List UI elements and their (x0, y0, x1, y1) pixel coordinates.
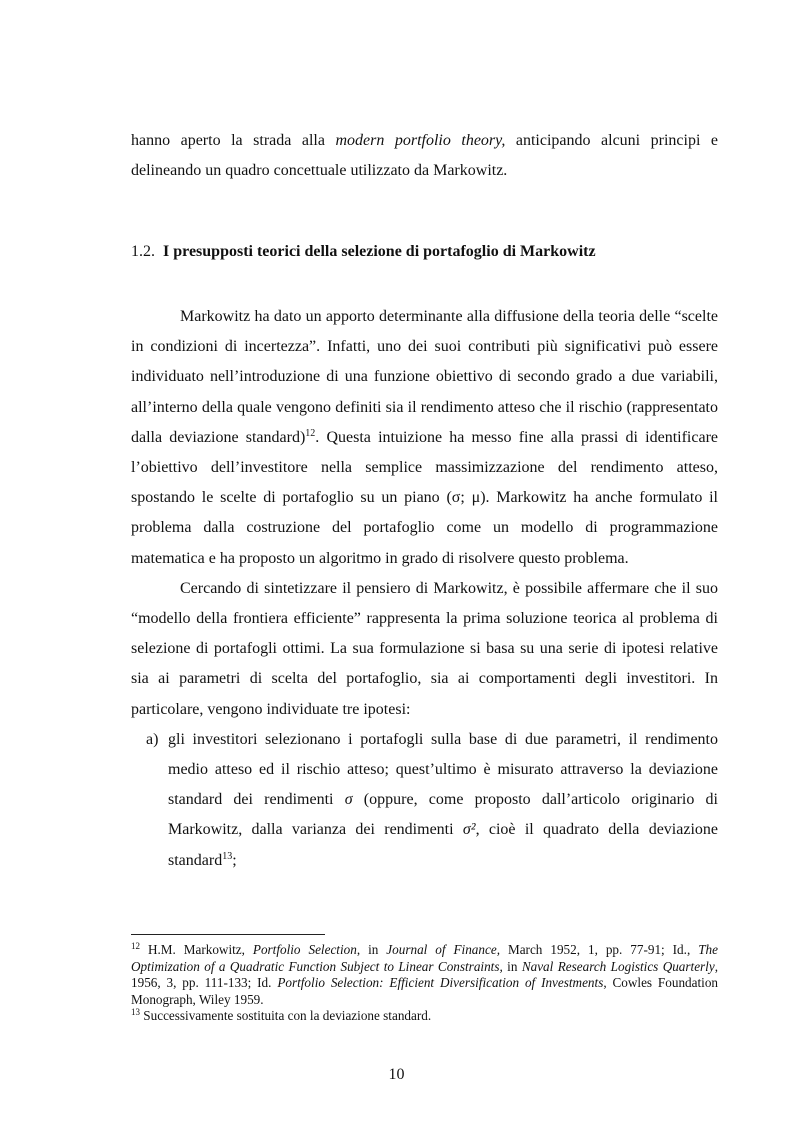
main-body (131, 302, 718, 876)
footnote-ref-13[interactable]: 13 (222, 850, 233, 862)
list-item-a: a) gli investitori selezionano i portafogli sulla base di due parametri, il rendimento medio atteso ed il rischio atteso; quest’ultimo è misurato attraverso la deviazione standard dei rendimenti σ (oppure, come proposto dall’articolo originario di Markowitz, dalla varianza dei rendimenti σ², cioè il quadrato della deviazione standard$^{13}$; (131, 725, 718, 876)
sigma-squared-symbol: σ² (462, 821, 476, 839)
footnotes (131, 942, 718, 1025)
footnote-12: $^{12}$ H.M. Markowitz, Portfolio Selection, in Journal of Finance, March 1952, 1, pp. 77-91; Id., The Optimization of a Quadratic Function Subject to Linear Constraints, in Naval Research Logistics Quarterly, 1956, 3, pp. 111-133; Id. Portfolio Selection: Efficient Diversification of Investments, Cowles Foundation Monograph, Wiley 1959. (131, 941, 719, 1007)
intro-paragraph: hanno aperto la strada alla modern portfolio theory, anticipando alcuni principi e delineando un quadro concettuale utilizzato da Markowitz. (131, 132, 719, 180)
footnote-13: $^{13}$ Successivamente sostituita con la deviazione standard. (131, 1007, 432, 1024)
footnote-ref-12[interactable]: 12 (305, 427, 316, 439)
section-heading (131, 243, 596, 261)
section-number: 1.2. (131, 243, 155, 260)
paragraph-2: Cercando di sintetizzare il pensiero di Markowitz, è possibile affermare che il suo “modello della frontiera efficiente” rappresenta la prima soluzione teorica al problema di selezione di portafogli ottimi. La sua formulazione si basa su una serie di ipotesi relative sia ai parametri di scelta del portafoglio, sia ai comportamenti degli investitori. In particolare, vengono individuate tre ipotesi: (131, 579, 718, 718)
paragraph-1: Markowitz ha dato un apporto determinante alla diffusione della teoria delle “scelte in condizioni di incertezza”. Infatti, uno dei suoi contributi più significativi può essere individuato nell’introduzione di una funzione obiettivo di secondo grado a due variabili, all’interno della quale vengono definiti sia il rendimento atteso che il rischio (rappresentato dalla deviazione standard)$^{12}$. Questa intuizione ha messo fine alla prassi di identificare l’obiettivo dell’investitore nella semplice massimizzazione del rendimento atteso, spostando le scelte di portafoglio su un piano (σ; μ). Markowitz ha anche formulato il problema dalla costruzione del portafoglio come un modello di programmazione matematica e ha proposto un algoritmo in grado di risolvere questo problema. (131, 308, 718, 567)
intro-italic: modern portfolio theory, (335, 132, 506, 149)
list-marker: a) (146, 730, 159, 748)
page-number: 10 (388, 1066, 405, 1083)
section-title: I presupposti teorici della selezione di portafoglio di Markowitz (163, 243, 596, 260)
footnote-divider (131, 934, 325, 935)
sigma-symbol: σ (344, 791, 353, 809)
hypothesis-list (131, 725, 718, 876)
